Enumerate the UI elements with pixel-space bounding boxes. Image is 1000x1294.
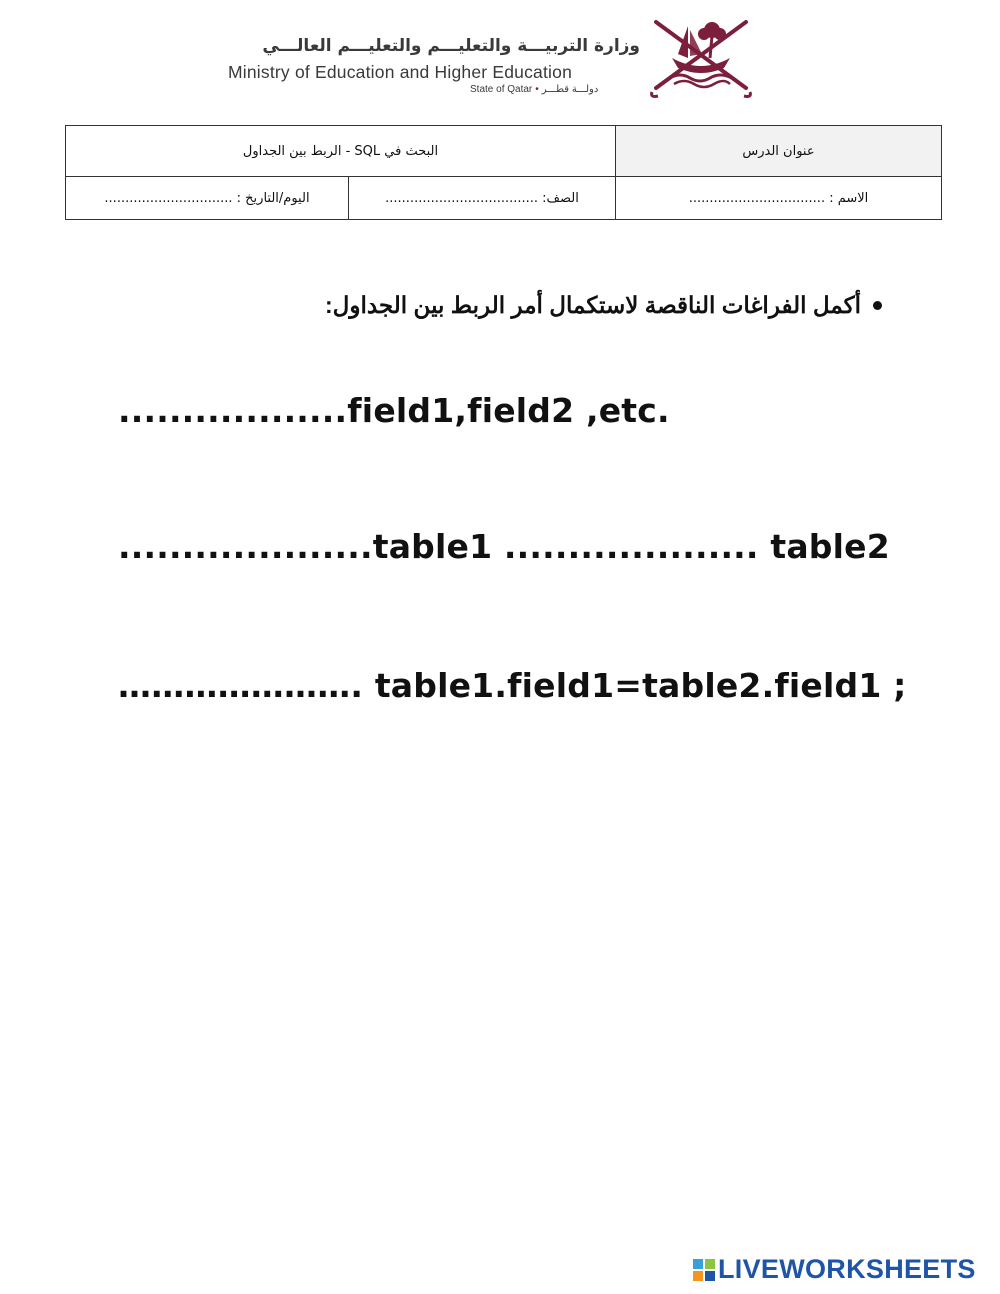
page-header [0, 0, 1000, 110]
code-line-from-join[interactable]: ....................table1 .................... table2 [118, 527, 890, 566]
brand-name: LIVEWORKSHEETS [718, 1254, 976, 1284]
table-row [66, 126, 942, 177]
code-line-select[interactable]: ..................field1,field2 ,etc. [118, 391, 670, 430]
table-row [66, 177, 942, 220]
lesson-info-table [65, 125, 942, 220]
bullet-icon [873, 301, 882, 310]
state-name-arabic: دولـــة قطـــر [541, 84, 599, 95]
code-line-on[interactable]: …………………. table1.field1=table2.field1 ; [118, 666, 907, 705]
separator-dot-icon: • [535, 84, 539, 95]
lesson-title-value: البحث في SQL - الربط بين الجداول [66, 126, 616, 177]
instruction-text: أكمل الفراغات الناقصة لاستكمال أمر الربط بين الجداول: [324, 292, 861, 318]
state-name-english: State of Qatar [470, 84, 533, 95]
ministry-name-english: Ministry of Education and Higher Education [228, 62, 573, 82]
liveworksheets-icon [693, 1259, 715, 1281]
lesson-title-label: عنوان الدرس [616, 126, 942, 177]
qatar-emblem-icon [648, 14, 754, 100]
state-line [470, 84, 598, 95]
class-field[interactable]: الصف: ..................................... [349, 177, 616, 220]
ministry-name-arabic: وزارة التربيـــة والتعليـــم والتعليـــم العالـــي [262, 36, 640, 56]
liveworksheets-logo [693, 1254, 976, 1285]
instruction [325, 292, 882, 319]
date-field[interactable]: اليوم/التاريخ : ............................... [66, 177, 349, 220]
name-field[interactable]: الاسم : ................................. [616, 177, 942, 220]
